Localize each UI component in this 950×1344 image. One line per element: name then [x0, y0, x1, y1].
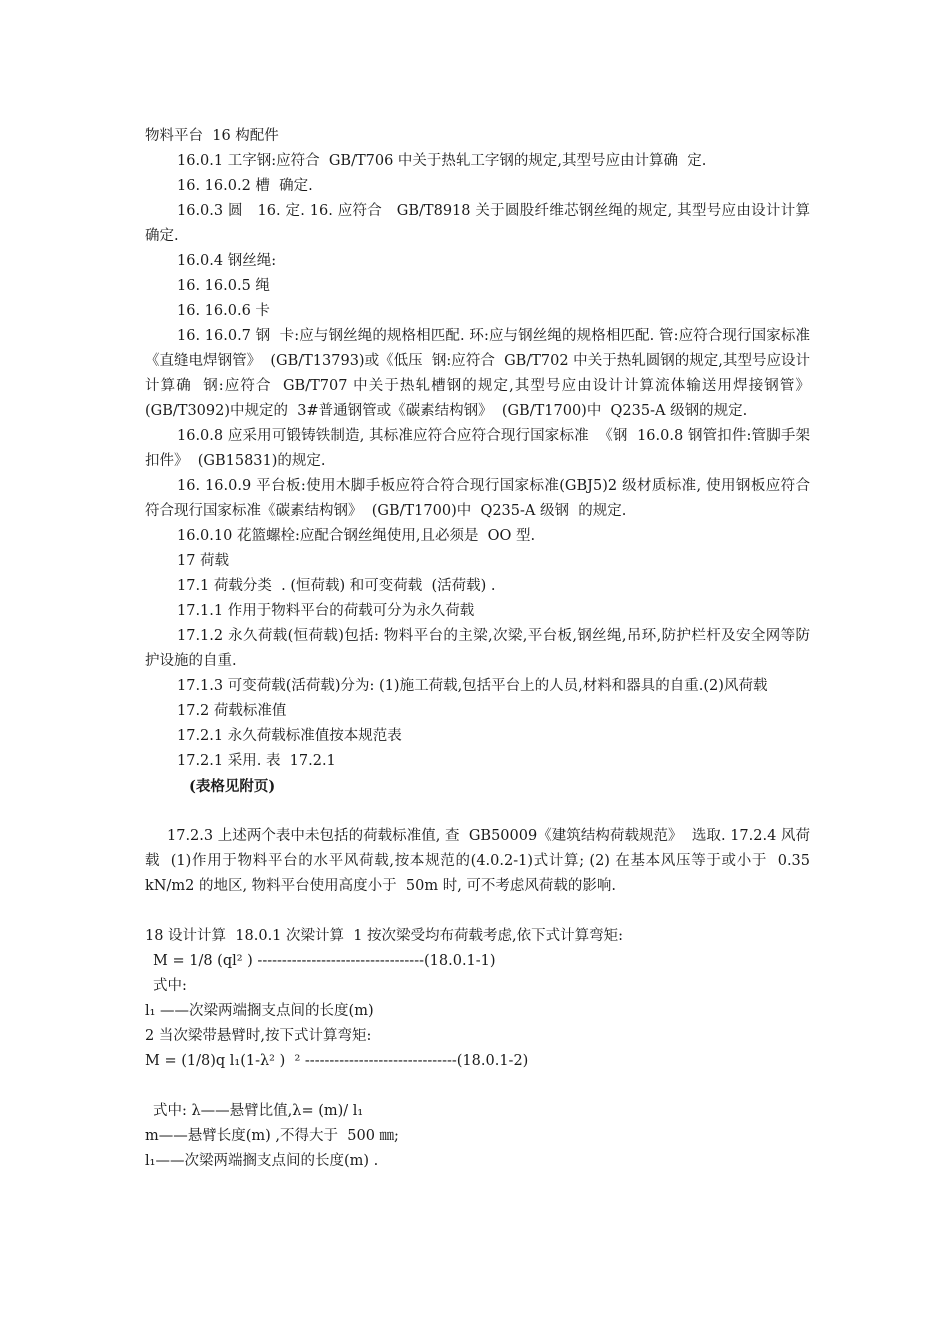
text-paragraph: 物料平台 16 构配件 — [145, 128, 279, 144]
document-body — [145, 124, 820, 1174]
text-paragraph: 17 荷载 — [177, 553, 230, 569]
text-paragraph: 17.1.1 作用于物料平台的荷载可分为永久荷载 — [177, 603, 475, 619]
text-paragraph: 17.2.3 上述两个表中未包括的荷载标准值, 查 GB50009《建筑结构荷载规范》 选取. 17.2.4 风荷载 (1)作用于物料平台的水平风荷载,按本规范的(4.0.2-1)式计算; (2) 在基本风压等于或小于 0.35 kN/m2 的地区, 物料平台使用高度小于 50m 时, 可不考虑风荷载的影响. — [145, 828, 815, 894]
text-paragraph: 17.1 荷载分类 . (恒荷载) 和可变荷载 (活荷载) . — [177, 578, 496, 594]
text-paragraph: 16.0.10 花篮螺栓:应配合钢丝绳使用,且必须是 OO 型. — [177, 528, 536, 544]
text-paragraph: 2 当次梁带悬臂时,按下式计算弯矩: — [145, 1028, 372, 1044]
text-paragraph: 16. 16.0.9 平台板:使用木脚手板应符合符合现行国家标准(GBJ5)2 级材质标准, 使用钢板应符合符合现行国家标准《碳素结构钢》 (GB/T1700)中 Q235-A 级钢 的规定. — [145, 478, 810, 519]
text-paragraph: M = (1/8)q l₁(1-λ² ) ² -------------------------------(18.0.1-2) — [145, 1053, 529, 1069]
text-paragraph: 式中: λ——悬臂比值,λ= (m)/ l₁ — [153, 1103, 364, 1119]
text-paragraph: m——悬臂长度(m) ,不得大于 500 ㎜; — [145, 1128, 399, 1144]
text-paragraph: 式中: — [153, 978, 187, 994]
text-paragraph: 17.1.3 可变荷载(活荷载)分为: (1)施工荷载,包括平台上的人员,材料和器具的自重.(2)风荷载 — [177, 678, 768, 694]
text-paragraph: 18 设计计算 18.0.1 次梁计算 1 按次梁受均布荷载考虑,依下式计算弯矩: — [145, 928, 624, 944]
text-paragraph: 16. 16.0.2 槽 确定. — [177, 178, 313, 194]
text-paragraph: 17.2.1 采用. 表 17.2.1 — [177, 753, 336, 769]
text-paragraph: 16. 16.0.7 钢 卡:应与钢丝绳的规格相匹配. 环:应与钢丝绳的规格相匹配. 管:应符合现行国家标准《直缝电焊钢管》 (GB/T13793)或《低压 钢:应符合 GB/T702 中关于热轧圆钢的规定,其型号应设计计算确 钢:应符合 GB/T707 中关于热轧槽钢的规定,其型号应由设计计算流体输送用焊接钢管》 (GB/T3092)中规定的 3#普通钢管或《碳素结构钢》 (GB/T1700)中 Q235-A 级钢的规定. — [145, 328, 820, 419]
text-paragraph: 16.0.3 圆 16. 定. 16. 应符合 GB/T8918 关于圆股纤维芯钢丝绳的规定, 其型号应由设计计算确定. — [145, 203, 810, 244]
text-paragraph: 16.0.1 工字钢:应符合 GB/T706 中关于热轧工字钢的规定,其型号应由计算确 定. — [177, 153, 707, 169]
blank-line — [145, 899, 810, 924]
text-paragraph: (表格见附页) — [189, 778, 276, 795]
text-paragraph: l₁——次梁两端搁支点间的长度(m) . — [145, 1153, 379, 1169]
blank-line — [145, 1074, 810, 1099]
text-paragraph: 16. 16.0.6 卡 — [177, 303, 270, 319]
text-paragraph: 16. 16.0.5 绳 — [177, 278, 270, 294]
text-paragraph: 16.0.8 应采用可锻铸铁制造, 其标准应符合应符合现行国家标准 《钢 16.0.8 钢管扣件:管脚手架扣件》 (GB15831)的规定. — [145, 428, 810, 469]
text-paragraph: 17.1.2 永久荷载(恒荷载)包括: 物料平台的主梁,次梁,平台板,钢丝绳,吊环,防护栏杆及安全网等防 护设施的自重. — [145, 628, 820, 669]
blank-line — [145, 799, 810, 824]
text-paragraph: l₁ ——次梁两端搁支点间的长度(m) — [145, 1003, 374, 1019]
text-paragraph: 17.2.1 永久荷载标准值按本规范表 — [177, 728, 402, 744]
text-paragraph: M = 1/8 (ql² ) ----------------------------------(18.0.1-1) — [153, 953, 496, 969]
text-paragraph: 17.2 荷载标准值 — [177, 703, 287, 719]
text-paragraph: 16.0.4 钢丝绳: — [177, 253, 277, 269]
